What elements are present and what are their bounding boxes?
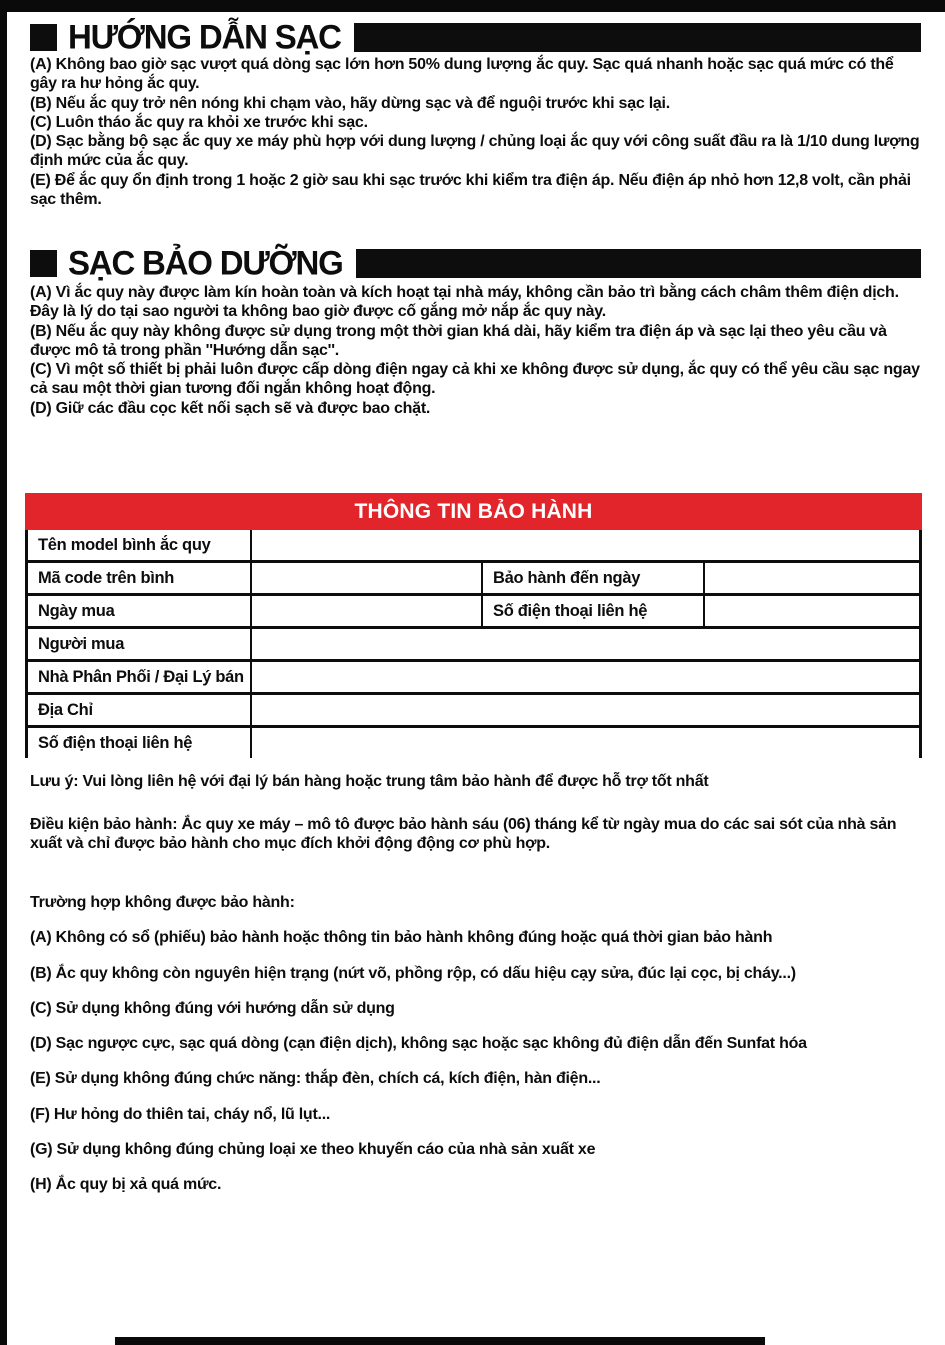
table-row-distributor <box>28 662 919 695</box>
warranty-info-table <box>25 493 922 758</box>
table-row-buyer <box>28 629 919 662</box>
table-value-blank <box>252 530 919 560</box>
instruction-item: (A) Vì ắc quy này được làm kín hoàn toàn và kích hoạt tại nhà máy, không cần bảo trì bằng cách châm thêm điện dịch. Đây là lý do tại sao người ta không bao giờ được cố gắng mở nắp ắc quy này. <box>30 284 899 321</box>
warranty-conditions: Điều kiện bảo hành: Ắc quy xe máy – mô tô được bảo hành sáu (06) tháng kể từ ngày mua do các sai sót của nhà sản xuất và chỉ được bảo hành cho mục đích khởi động động cơ phù hợp. <box>30 816 897 853</box>
exclusion-item: (C) Sử dụng không đúng với hướng dẫn sử dụng <box>30 999 395 1017</box>
page-edge-bottom-bar <box>115 1337 765 1345</box>
table-label: Địa Chỉ <box>28 695 252 725</box>
instruction-item: (D) Sạc bằng bộ sạc ắc quy xe máy phù hợp với dung lượng / chủng loại ắc quy với công suất đầu ra là 1/10 dung lượng định mức của ắc quy. <box>30 133 920 170</box>
note-text: Lưu ý: Vui lòng liên hệ với đại lý bán hàng hoặc trung tâm bảo hành để được hỗ trợ tốt nhất <box>30 773 709 790</box>
exclusion-item: (A) Không có sổ (phiếu) bảo hành hoặc thông tin bảo hành không đúng hoặc quá thời gian bảo hành <box>30 929 773 947</box>
table-label: Ngày mua <box>28 596 252 626</box>
instruction-item: (D) Giữ các đầu cọc kết nối sạch sẽ và được bao chặt. <box>30 399 431 417</box>
table-row-code-warrantydate <box>28 563 919 596</box>
table-label: Nhà Phân Phối / Đại Lý bán <box>28 662 252 692</box>
exclusion-item: (F) Hư hỏng do thiên tai, cháy nổ, lũ lụt... <box>30 1105 331 1123</box>
exclusion-item: (H) Ắc quy bị xả quá mức. <box>30 1176 222 1194</box>
exclusion-item: (E) Sử dụng không đúng chức năng: thắp đèn, chích cá, kích điện, hàn điện... <box>30 1070 601 1088</box>
table-label: Người mua <box>28 629 252 659</box>
table-row-model <box>28 530 919 563</box>
table-value-blank <box>252 662 919 692</box>
table-row-address <box>28 695 919 728</box>
table-value-blank <box>705 596 919 626</box>
warranty-table-title: THÔNG TIN BẢO HÀNH <box>25 493 922 530</box>
instruction-item: (E) Để ắc quy ổn định trong 1 hoặc 2 giờ sau khi sạc trước khi kiểm tra điện áp. Nếu điện áp nhỏ hơn 12,8 volt, cần phải sạc thêm. <box>30 171 911 209</box>
square-bullet-icon <box>30 24 57 51</box>
table-value-blank <box>252 695 919 725</box>
table-value-blank <box>252 629 919 659</box>
instruction-item: (A) Không bao giờ sạc vượt quá dòng sạc lớn hơn 50% dung lượng ắc quy. Sạc quá nhanh hoặc sạc quá mức có thể gây ra hư hỏng ắc quy. <box>30 56 894 93</box>
section-title: SẠC BẢO DƯỠNG <box>68 243 343 282</box>
exclusion-item: (G) Sử dụng không đúng chủng loại xe theo khuyến cáo của nhà sản xuất xe <box>30 1141 596 1159</box>
warranty-exclusions <box>30 877 922 1211</box>
page-edge-top-bar <box>0 0 945 12</box>
exclusion-item: (B) Ắc quy không còn nguyên hiện trạng (nứt võ, phồng rộp, có dấu hiệu cạy sửa, đúc lại cọc, bị cháy...) <box>30 964 796 982</box>
table-value-blank <box>705 563 919 593</box>
charging-instructions <box>30 55 922 209</box>
page-edge-left-strip <box>0 0 7 1345</box>
square-bullet-icon <box>30 250 57 277</box>
table-value-blank <box>252 728 919 758</box>
exclusions-title: Trường hợp không được bảo hành: <box>30 894 295 911</box>
table-label: Số điện thoại liên hệ <box>28 728 252 758</box>
instruction-item: (C) Luôn tháo ắc quy ra khỏi xe trước khi sạc. <box>30 113 368 131</box>
section-heading-bar <box>356 249 921 278</box>
instruction-item: (B) Nếu ắc quy này không được sử dụng trong một thời gian khá dài, hãy kiểm tra điện áp và sạc lại theo yêu cầu và được mô tả trong phần ''Hướng dẫn sạc''. <box>30 322 887 359</box>
table-row-contact-phone <box>28 728 919 758</box>
table-label: Bảo hành đến ngày <box>483 563 705 593</box>
section-heading-charging <box>30 17 921 56</box>
section-heading-maintenance <box>30 243 921 282</box>
table-label: Tên model bình ắc quy <box>28 530 252 560</box>
table-row-purchasedate-phone <box>28 596 919 629</box>
warranty-table-body <box>25 530 922 758</box>
exclusion-item: (D) Sạc ngược cực, sạc quá dòng (cạn điện dịch), không sạc hoặc sạc không đủ điện dẫn đến Sunfat hóa <box>30 1035 807 1053</box>
instruction-item: (B) Nếu ắc quy trở nên nóng khi chạm vào, hãy dừng sạc và để nguội trước khi sạc lại. <box>30 94 670 112</box>
instruction-item: (C) Vì một số thiết bị phải luôn được cấp dòng điện ngay cả khi xe không được sử dụng, ắc quy có thể yêu cầu sạc ngay cả sau một thời gian tương đối ngắn không hoạt động. <box>30 361 920 398</box>
table-value-blank <box>252 563 483 593</box>
table-value-blank <box>252 596 483 626</box>
section-heading-bar <box>354 23 921 52</box>
table-label: Mã code trên bình <box>28 563 252 593</box>
table-label: Số điện thoại liên hệ <box>483 596 705 626</box>
section-title: HƯỚNG DẪN SẠC <box>68 17 341 56</box>
maintenance-instructions <box>30 283 922 418</box>
